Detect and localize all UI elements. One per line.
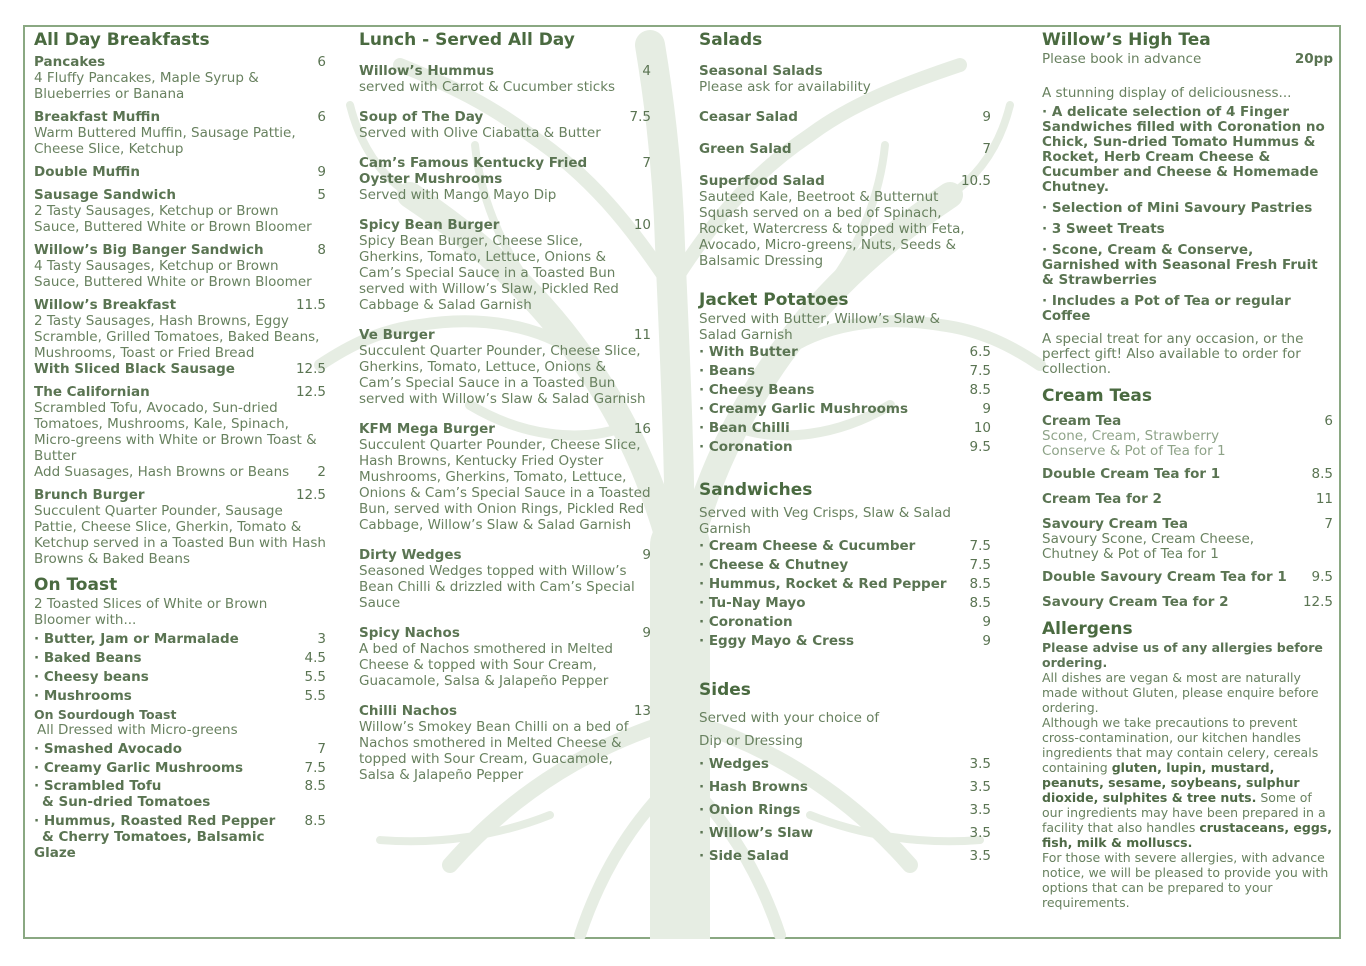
item-description: 4 Tasty Sausages, Ketchup or Brown Sauce, Buttered White or Brown Bloomer bbox=[34, 258, 312, 290]
item-price: 5 bbox=[317, 187, 326, 203]
list-item-line2: & Sun-dried Tomatoes bbox=[42, 794, 211, 810]
item-description: A bed of Nachos smothered in Melted Cheese & topped with Sour Cream, Guacamole, Salsa & Jalapeño Pepper bbox=[359, 641, 613, 689]
list-item: · Cheese & Chutney bbox=[699, 557, 849, 573]
item-price: 7.5 bbox=[969, 557, 991, 573]
item-price: 7.5 bbox=[969, 363, 991, 379]
list-item: · Creamy Garlic Mushrooms bbox=[34, 760, 244, 776]
item-price: 3.5 bbox=[969, 779, 991, 795]
sourdough-intro: All Dressed with Micro-greens bbox=[37, 722, 238, 738]
item-price: 4 bbox=[642, 63, 651, 79]
list-item: · Butter, Jam or Marmalade bbox=[34, 631, 239, 647]
item-name: Ve Burger bbox=[359, 327, 435, 343]
menu-item bbox=[34, 54, 326, 102]
item-description: 2 Tasty Sausages, Ketchup or Brown Sauce, Buttered White or Brown Bloomer bbox=[34, 203, 312, 235]
list-item: · Hash Browns bbox=[699, 779, 808, 795]
item-price: 8.5 bbox=[969, 595, 991, 611]
menu-item bbox=[359, 421, 651, 533]
item-price: 8 bbox=[317, 242, 326, 258]
list-item: · Mushrooms bbox=[34, 688, 132, 704]
item-price: 7 bbox=[1324, 516, 1333, 532]
item-price: 9 bbox=[642, 547, 651, 563]
sides-block bbox=[699, 707, 991, 868]
item-price: 7.5 bbox=[304, 760, 326, 776]
item-name: KFM Mega Burger bbox=[359, 421, 495, 437]
menu-item bbox=[34, 487, 326, 567]
list-item: · Scone, Cream & Conserve, Garnished with Seasonal Fresh Fruit & Strawberries bbox=[1042, 242, 1318, 288]
list-item: · Coronation bbox=[699, 614, 793, 630]
item-description: Sauteed Kale, Beetroot & Butternut Squash served on a bed of Spinach, Rocket, Watercress & topped with Feta, Avocado, Micro-greens, Nuts, Seeds & Balsamic Dressing bbox=[699, 189, 965, 269]
on-toast-list bbox=[34, 630, 326, 706]
item-name: Green Salad bbox=[699, 141, 792, 157]
item-price: 4.5 bbox=[304, 650, 326, 666]
item-price: 9 bbox=[642, 625, 651, 641]
item-description: Succulent Quarter Pounder, Cheese Slice, Hash Browns, Kentucky Fried Oyster Mushrooms, Gherkins, Tomato, Lettuce, Onions & Cam’s Special Sauce in a Toasted Bun, served with Onion Rings, Pickled Red Cabbage, Willow’s Slaw & Salad Garnish bbox=[359, 437, 651, 533]
item-price: 8.5 bbox=[304, 778, 326, 794]
list-item: · Selection of Mini Savoury Pastries bbox=[1042, 200, 1313, 216]
menu-item bbox=[359, 625, 651, 689]
item-price: 9 bbox=[982, 109, 991, 125]
list-item bbox=[34, 813, 299, 861]
list-item: · 3 Sweet Treats bbox=[1042, 221, 1165, 237]
breakfasts-title: All Day Breakfasts bbox=[34, 30, 210, 50]
on-toast-intro: 2 Toasted Slices of White or Brown Bloomer with... bbox=[34, 596, 268, 628]
menu-item bbox=[34, 384, 326, 480]
item-name: Cream Tea for 2 bbox=[1042, 491, 1162, 507]
high-tea-price: 20pp bbox=[1294, 51, 1333, 67]
item-price: 5.5 bbox=[304, 669, 326, 685]
item-name: Breakfast Muffin bbox=[34, 109, 161, 125]
item-price: 7 bbox=[982, 141, 991, 157]
item-price: 6 bbox=[317, 109, 326, 125]
item-price: 8.5 bbox=[1311, 466, 1333, 482]
item-description: 2 Tasty Sausages, Hash Browns, Eggy Scramble, Grilled Tomatoes, Baked Beans, Mushrooms, Toast or Fried Bread bbox=[34, 313, 320, 361]
list-item: · Side Salad bbox=[699, 848, 789, 864]
item-name: Double Muffin bbox=[34, 164, 140, 180]
list-item: · Bean Chilli bbox=[699, 420, 790, 436]
high-tea-intro: A stunning display of deliciousness... bbox=[1042, 85, 1292, 101]
item-name: Seasonal Salads bbox=[699, 63, 823, 79]
item-name: Willow’s Breakfast bbox=[34, 297, 177, 313]
breakfast-column bbox=[34, 29, 326, 861]
item-description: Served with Mango Mayo Dip bbox=[359, 187, 557, 203]
menu-item bbox=[34, 187, 326, 235]
item-name: Sausage Sandwich bbox=[34, 187, 176, 203]
item-price: 6 bbox=[317, 54, 326, 70]
item-name: The Californian bbox=[34, 384, 150, 400]
sides-intro-2: Dip or Dressing bbox=[699, 733, 804, 749]
item-name: Cam’s Famous Kentucky Fried Oyster Mushrooms bbox=[359, 155, 588, 187]
item-description: Succulent Quarter Pounder, Sausage Pattie, Cheese Slice, Gherkin, Tomato & Ketchup served in a Toasted Bun with Hash Browns & Baked Beans bbox=[34, 503, 326, 567]
high-tea-bullets bbox=[1042, 105, 1333, 324]
sandwiches-title: Sandwiches bbox=[699, 480, 813, 500]
list-item: · Cheesy Beans bbox=[699, 382, 815, 398]
allergens-text: Some of our ingredients may have been prepared in a facility that also handles bbox=[1042, 790, 1326, 835]
item-name: Pancakes bbox=[34, 54, 106, 70]
item-name: Double Savoury Cream Tea for 1 bbox=[1042, 569, 1287, 585]
item-name: Superfood Salad bbox=[699, 173, 825, 189]
list-item: · A delicate selection of 4 Finger Sandwiches filled with Coronation no Chick, Sun-dried Tomato Hummus & Rocket, Herb Cream Cheese & Cucumber and Cheese & Homemade Chutney. bbox=[1042, 104, 1325, 195]
list-item: · Includes a Pot of Tea or regular Coffee bbox=[1042, 293, 1291, 324]
lunch-title: Lunch - Served All Day bbox=[359, 30, 575, 50]
high-tea-title: Willow’s High Tea bbox=[1042, 30, 1211, 50]
item-price: 5.5 bbox=[304, 688, 326, 704]
item-description: Seasoned Wedges topped with Willow’s Bean Chilli & drizzled with Cam’s Special Sauce bbox=[359, 563, 635, 611]
menu-item bbox=[359, 63, 651, 95]
item-price: 7.5 bbox=[629, 109, 651, 125]
item-price: 9 bbox=[982, 633, 991, 649]
item-price: 6 bbox=[1324, 413, 1333, 429]
menu-item bbox=[34, 297, 326, 377]
item-price: 3 bbox=[317, 631, 326, 647]
item-name: Spicy Bean Burger bbox=[359, 217, 500, 233]
list-item: · Cheesy beans bbox=[34, 669, 149, 685]
item-price: 3.5 bbox=[969, 848, 991, 864]
menu-item bbox=[359, 109, 651, 141]
item-price: 7.5 bbox=[969, 538, 991, 554]
add-extras-option: Add Suasages, Hash Browns or Beans bbox=[34, 464, 290, 480]
list-item: · Hummus, Rocket & Red Pepper bbox=[699, 576, 947, 592]
list-item: · Willow’s Slaw bbox=[699, 825, 814, 841]
list-item: · Baked Beans bbox=[34, 650, 142, 666]
item-price: 3.5 bbox=[969, 802, 991, 818]
item-price: 7 bbox=[317, 741, 326, 757]
item-name: Spicy Nachos bbox=[359, 625, 460, 641]
menu-item bbox=[359, 327, 651, 407]
item-price: 9 bbox=[982, 614, 991, 630]
item-price: 3.5 bbox=[969, 756, 991, 772]
menu-item bbox=[1042, 594, 1333, 610]
menu-item bbox=[1042, 491, 1333, 507]
item-description: served with Carrot & Cucumber sticks bbox=[359, 79, 616, 95]
menu-item bbox=[1042, 569, 1333, 585]
tea-column bbox=[1042, 29, 1333, 910]
item-description: Willow’s Smokey Bean Chilli on a bed of Nachos smothered in Melted Cheese & topped with Sour Cream, Guacamole, Salsa & Jalapeño Pepper bbox=[359, 719, 629, 783]
item-description: Spicy Bean Burger, Cheese Slice, Gherkins, Tomato, Lettuce, Onions & Cam’s Special Sauce in a Toasted Bun served with Willow’s Slaw, Pickled Red Cabbage & Salad Garnish bbox=[359, 233, 619, 313]
item-price: 12.5 bbox=[295, 384, 326, 400]
sourdough-list bbox=[34, 740, 326, 861]
item-description: Succulent Quarter Pounder, Cheese Slice, Gherkins, Tomato, Lettuce, Onions & Cam’s Special Sauce in a Toasted Bun served with Willow’s Slaw & Salad Garnish bbox=[359, 343, 646, 407]
list-item: · Coronation bbox=[699, 439, 793, 455]
salads-title: Salads bbox=[699, 30, 763, 50]
item-price: 12.5 bbox=[1302, 594, 1333, 610]
sourdough-title: On Sourdough Toast bbox=[34, 707, 177, 722]
item-price: 9.5 bbox=[1311, 569, 1333, 585]
sliced-sausage-option: With Sliced Black Sausage bbox=[34, 361, 235, 377]
item-name: Soup of The Day bbox=[359, 109, 484, 125]
item-price: 12.5 bbox=[295, 361, 326, 377]
menu-item bbox=[34, 109, 326, 157]
sandwiches-intro: Served with Veg Crisps, Slaw & Salad Garnish bbox=[699, 505, 951, 537]
list-item: · Smashed Avocado bbox=[34, 741, 182, 757]
allergens-paragraph: All dishes are vegan & most are naturally made without Gluten, please enquire before ordering. bbox=[1042, 670, 1319, 715]
menu-item bbox=[359, 217, 651, 313]
list-item: · Beans bbox=[699, 363, 756, 379]
jackets-title: Jacket Potatoes bbox=[699, 290, 849, 310]
item-name: Willow’s Big Banger Sandwich bbox=[34, 242, 264, 258]
menu-item bbox=[34, 242, 326, 290]
menu-item bbox=[1042, 466, 1333, 482]
item-price: 3.5 bbox=[969, 825, 991, 841]
item-description: Please ask for availability bbox=[699, 79, 871, 95]
item-price: 11.5 bbox=[295, 297, 326, 313]
item-description: Scrambled Tofu, Avocado, Sun-dried Tomatoes, Mushrooms, Kale, Spinach, Micro-greens with White or Brown Toast & Butter bbox=[34, 400, 317, 464]
lunch-column bbox=[359, 29, 651, 790]
item-name: Double Cream Tea for 1 bbox=[1042, 466, 1221, 482]
on-toast-title: On Toast bbox=[34, 575, 118, 595]
menu-item bbox=[359, 547, 651, 611]
item-name: Ceasar Salad bbox=[699, 109, 798, 125]
item-price: 8.5 bbox=[969, 576, 991, 592]
item-price: 6.5 bbox=[969, 344, 991, 360]
item-price: 2 bbox=[317, 464, 326, 480]
high-tea-subtitle: Please book in advance bbox=[1042, 51, 1202, 67]
list-item: · Onion Rings bbox=[699, 802, 801, 818]
allergens-paragraph: For those with severe allergies, with advance notice, we will be pleased to provide you with options that can be prepared to your requirements. bbox=[1042, 850, 1329, 910]
item-name: Savoury Cream Tea for 2 bbox=[1042, 594, 1229, 610]
item-price: 10 bbox=[633, 217, 651, 233]
high-tea-outro: A special treat for any occasion, or the perfect gift! Also available to order for collection. bbox=[1042, 331, 1304, 377]
menu-item bbox=[699, 173, 991, 269]
item-price: 10 bbox=[973, 420, 991, 436]
sandwiches-list bbox=[699, 537, 991, 651]
item-price: 9 bbox=[317, 164, 326, 180]
allergens-paragraph bbox=[1042, 715, 1333, 850]
list-item: · With Butter bbox=[699, 344, 798, 360]
list-item: · Tu-Nay Mayo bbox=[699, 595, 806, 611]
item-price: 11 bbox=[1315, 491, 1333, 507]
list-item: · Eggy Mayo & Cress bbox=[699, 633, 855, 649]
allergens-highlight: crustaceans, eggs, fish, milk & molluscs. bbox=[1042, 820, 1332, 850]
jackets-list bbox=[699, 343, 991, 457]
item-name: Dirty Wedges bbox=[359, 547, 462, 563]
menu-item bbox=[1042, 413, 1333, 459]
list-item-line2: & Cherry Tomatoes, Balsamic Glaze bbox=[34, 829, 265, 861]
item-price: 9 bbox=[982, 401, 991, 417]
item-name: Chilli Nachos bbox=[359, 703, 458, 719]
item-description: Scone, Cream, Strawberry Conserve & Pot of Tea for 1 bbox=[1042, 428, 1226, 459]
menu-item bbox=[359, 703, 651, 783]
item-description: Savoury Scone, Cream Cheese, Chutney & Pot of Tea for 1 bbox=[1042, 531, 1255, 562]
cream-teas-title: Cream Teas bbox=[1042, 386, 1152, 406]
menu-item bbox=[699, 141, 991, 157]
menu-item bbox=[1042, 516, 1333, 562]
item-description: Served with Olive Ciabatta & Butter bbox=[359, 125, 601, 141]
list-item bbox=[34, 778, 210, 810]
allergens-lead: Please advise us of any allergies before ordering. bbox=[1042, 640, 1323, 670]
list-item: · Creamy Garlic Mushrooms bbox=[699, 401, 909, 417]
item-name: Savoury Cream Tea bbox=[1042, 516, 1188, 532]
item-price: 12.5 bbox=[295, 487, 326, 503]
item-price: 11 bbox=[633, 327, 651, 343]
item-name: Willow’s Hummus bbox=[359, 63, 495, 79]
menu-item bbox=[699, 63, 991, 95]
item-price: 9.5 bbox=[969, 439, 991, 455]
item-price: 8.5 bbox=[304, 813, 326, 829]
item-name: Brunch Burger bbox=[34, 487, 145, 503]
allergens-title: Allergens bbox=[1042, 619, 1133, 639]
item-description: Warm Buttered Muffin, Sausage Pattie, Cheese Slice, Ketchup bbox=[34, 125, 296, 157]
item-name: Cream Tea bbox=[1042, 413, 1122, 429]
item-price: 7 bbox=[642, 155, 651, 171]
menu-item bbox=[359, 155, 651, 203]
sides-intro-1: Served with your choice of bbox=[699, 710, 880, 726]
jackets-intro: Served with Butter, Willow’s Slaw & Salad Garnish bbox=[699, 311, 941, 343]
menu-item bbox=[699, 109, 991, 125]
list-item: · Cream Cheese & Cucumber bbox=[699, 538, 916, 554]
sides-title: Sides bbox=[699, 680, 751, 700]
item-price: 16 bbox=[633, 421, 651, 437]
item-price: 13 bbox=[633, 703, 651, 719]
salads-column bbox=[699, 29, 991, 868]
list-item-line1: · Hummus, Roasted Red Pepper bbox=[34, 813, 276, 829]
allergens-highlight: gluten, lupin, mustard, peanuts, sesame, soybeans, sulphur dioxide, sulphites & tree nuts. bbox=[1042, 760, 1300, 805]
list-item-line1: · Scrambled Tofu bbox=[34, 778, 162, 794]
item-price: 8.5 bbox=[969, 382, 991, 398]
allergens-text: Although we take precautions to prevent cross-contamination, our kitchen handles ingredients that may contain celery, cereals containing bbox=[1042, 715, 1319, 775]
list-item: · Wedges bbox=[699, 756, 769, 772]
item-price: 10.5 bbox=[960, 173, 991, 189]
item-description: 4 Fluffy Pancakes, Maple Syrup & Blueberries or Banana bbox=[34, 70, 259, 102]
menu-item bbox=[34, 164, 326, 180]
